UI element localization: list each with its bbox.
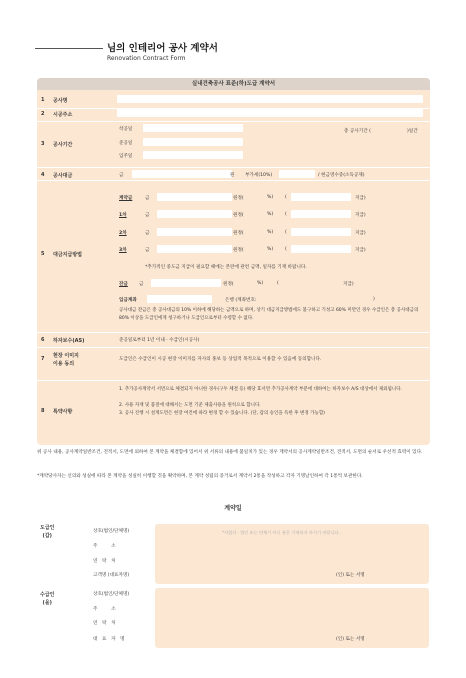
warranty-label: 하자보수(AS) bbox=[53, 338, 85, 344]
field-label: 주 소 bbox=[93, 607, 116, 612]
payment-stage-date-input[interactable] bbox=[291, 210, 351, 218]
move-in-date-input[interactable] bbox=[143, 151, 243, 159]
image-consent-text: 도급인은 수급인이 시공 현장 이미지를 자사의 홍보 등 상업적 목적으로 이용할 수 있음에 동의합니다. bbox=[119, 357, 322, 362]
balance-prefix: 금 bbox=[139, 282, 144, 287]
construction-period-label: 공사기간 bbox=[53, 142, 73, 148]
project-name-input[interactable] bbox=[117, 95, 423, 103]
payment-stage-label: 2차 bbox=[119, 231, 127, 236]
balance-date-suffix: 지급) bbox=[343, 282, 354, 287]
field-label: 연 락 처 bbox=[93, 559, 116, 564]
row-number: 3 bbox=[41, 141, 45, 147]
site-address-input[interactable] bbox=[117, 109, 423, 117]
agreement-note: *계약당사자는 신의와 성실에 따라 본 계약을 성실히 이행할 것을 확약하며, 본 계약 성립의 증거로서 계약서 2통을 작성하고 각자 기명날인하여 각 1통씩 보관한다. bbox=[37, 474, 363, 479]
row-divider bbox=[37, 180, 430, 181]
payment-stage-label: 계약금 bbox=[119, 196, 133, 201]
payment-stage-date-input[interactable] bbox=[291, 228, 351, 236]
form-title: 실내건축공사 표준(하)도급 계약서 bbox=[37, 78, 430, 90]
document-subtitle: Renovation Contract Form bbox=[107, 55, 186, 62]
payment-stage-date-suffix: 지급) bbox=[355, 231, 366, 236]
balance-label: 잔금 bbox=[119, 282, 128, 287]
field-label: 상호(법인/단체명) bbox=[93, 529, 130, 534]
payment-stage-paren: ( bbox=[285, 212, 287, 217]
contract-amount-label: 공사대금 bbox=[53, 173, 73, 179]
special-term-3: 3. 공사 진행 시 설계도면은 현장 여건에 따라 변경 할 수 있습니다. (단, 갑의 승인을 득한 후 변경 가능함) bbox=[119, 411, 325, 416]
document-title: 님의 인테리어 공사 계약서 bbox=[107, 43, 218, 54]
payment-stage-won: 원정( bbox=[233, 196, 244, 201]
payment-stage-percent: %) bbox=[267, 247, 274, 252]
payment-stage-prefix: 금 bbox=[145, 248, 150, 253]
amount-input[interactable] bbox=[132, 170, 235, 178]
contractor-seal[interactable]: (인) 또는 서명 bbox=[336, 573, 365, 578]
total-period-label: 총 공사기간 ( bbox=[344, 129, 371, 134]
project-name-label: 공사명 bbox=[53, 98, 68, 104]
field-label: 대 표 자 명 bbox=[93, 637, 125, 642]
payment-stage-amount-input[interactable] bbox=[157, 210, 232, 218]
payment-stage-prefix: 금 bbox=[145, 196, 150, 201]
payment-stage-won: 원정( bbox=[233, 248, 244, 253]
cash-receipt-label: / 현금영수증(소득공제) bbox=[318, 173, 365, 178]
payment-stage-won: 원정( bbox=[233, 213, 244, 218]
payment-stage-prefix: 금 bbox=[145, 231, 150, 236]
contractor-label: 도급인 (갑) bbox=[40, 525, 55, 539]
payment-stage-won: 원정( bbox=[233, 231, 244, 236]
completion-date-input[interactable] bbox=[143, 138, 243, 146]
special-term-1: 1. 추가공사계약서 서면으로 체결되지 아니한 경우(구두 체결 등) 해당 효서면 추가공사계약 부분에 대하여는 하자보수 A/S 대상에서 제외됩니다. bbox=[119, 387, 402, 392]
row-number: 1 bbox=[41, 97, 45, 103]
customer-name-line[interactable] bbox=[35, 48, 103, 49]
row-number: 7 bbox=[41, 356, 45, 362]
payment-stage-amount-input[interactable] bbox=[157, 193, 232, 201]
row-number: 2 bbox=[41, 111, 45, 117]
subcontractor-seal[interactable]: (인) 또는 서명 bbox=[336, 637, 365, 642]
row-number: 6 bbox=[41, 337, 45, 343]
payment-stage-amount-input[interactable] bbox=[157, 245, 232, 253]
contractor-hint: *사업자 · 법인 또는 단체가 아닌 분은 기재하지 마시기 바랍니다. bbox=[222, 530, 340, 535]
payment-condition: 공사대금 잔금은 총 공사대금의 10% 이하에 해당하는 금액으로 하며, 상기 대금지급방법에도 불구하고 기성고 60% 미만인 경우 수급인은 총 공사대금의 80% 이상을 도급인에게 청구하거나 도급인으로부터 수령할 수 없다. bbox=[119, 308, 419, 321]
priority-note: 위 공사 내용, 공사계약일반조건, 견적서, 도면에 외하여 본 계약을 체결함에 있어서 위 서류의 내용에 불일치가 있는 경우 계약서의 공사계약일반조건, 견적서, 도면의 순서로 우선적 효력이 있다. bbox=[37, 450, 423, 455]
special-terms-label: 특약사항 bbox=[53, 409, 73, 415]
bank-label: 은행 (계좌번호: bbox=[225, 298, 257, 303]
row-number: 5 bbox=[41, 251, 45, 257]
payment-stage-date-input[interactable] bbox=[291, 193, 351, 201]
payment-stage-date-suffix: 지급) bbox=[355, 248, 366, 253]
contract-date-title: 계약일 bbox=[224, 505, 242, 512]
row-number: 8 bbox=[41, 408, 45, 414]
payment-stage-date-suffix: 지급) bbox=[355, 196, 366, 201]
start-date-input[interactable] bbox=[143, 124, 243, 132]
vat-input[interactable] bbox=[279, 170, 315, 178]
bank-input[interactable] bbox=[147, 295, 212, 303]
payment-stage-paren: ( bbox=[285, 247, 287, 252]
vat-label: 부가세(10%) bbox=[245, 173, 273, 178]
payment-stage-amount-input[interactable] bbox=[157, 228, 232, 236]
special-term-2: 2. 사용 자재 및 품질에 대해서는 도면 기준 제출사용을 원칙으로 합니다. bbox=[119, 403, 261, 408]
field-label: 연 락 처 bbox=[93, 621, 116, 626]
payment-stage-paren: ( bbox=[285, 195, 287, 200]
subcontractor-info-box[interactable] bbox=[155, 588, 429, 648]
payment-method-label: 대금지급방법 bbox=[53, 252, 82, 258]
row-divider bbox=[37, 332, 430, 333]
start-date-label: 착공일 bbox=[119, 127, 133, 132]
payment-stage-label: 3차 bbox=[119, 248, 127, 253]
payment-stage-percent: %) bbox=[267, 230, 274, 235]
site-address-label: 시공주소 bbox=[53, 112, 73, 118]
row-number: 4 bbox=[41, 172, 45, 178]
balance-amount-input[interactable] bbox=[151, 279, 221, 287]
account-label: 입금계좌 bbox=[119, 298, 137, 303]
payment-stage-prefix: 금 bbox=[145, 213, 150, 218]
field-label: 고객명 (대표자명) bbox=[93, 573, 130, 578]
move-in-date-label: 입주일 bbox=[119, 154, 133, 159]
field-label: 상호(법인/단체명) bbox=[93, 592, 130, 597]
payment-stage-paren: ( bbox=[285, 230, 287, 235]
balance-won: 원정( bbox=[223, 282, 234, 287]
warranty-text: 준공일로부터 1년 이내 · 수급인(시공사) bbox=[119, 338, 200, 343]
row-divider bbox=[37, 380, 430, 381]
amount-unit: 원 bbox=[230, 173, 235, 178]
field-label: 주 소 bbox=[93, 544, 116, 549]
payment-stage-date-suffix: 지급) bbox=[355, 213, 366, 218]
balance-percent: %) bbox=[257, 281, 264, 286]
bank-close: ) bbox=[373, 297, 375, 302]
amount-prefix: 금 bbox=[119, 173, 124, 178]
row-divider bbox=[37, 347, 430, 348]
image-consent-label: 현장 이미지 이용 동의 bbox=[53, 353, 79, 367]
balance-paren: ( bbox=[277, 281, 279, 286]
payment-stage-date-input[interactable] bbox=[291, 245, 351, 253]
payment-stage-percent: %) bbox=[267, 195, 274, 200]
extra-payment-note: *추가적인 중도금 지급이 필요할 때에는 본란에 관련 금액, 일자를 기재 바랍니다. bbox=[145, 265, 307, 270]
total-period-unit: )일간 bbox=[407, 129, 418, 134]
payment-stage-percent: %) bbox=[267, 212, 274, 217]
subcontractor-label: 수급인 (을) bbox=[40, 592, 55, 606]
contract-form bbox=[37, 78, 430, 445]
payment-stage-label: 1차 bbox=[119, 213, 127, 218]
row-divider bbox=[37, 167, 430, 168]
row-divider bbox=[37, 121, 430, 122]
completion-date-label: 준공일 bbox=[119, 141, 133, 146]
